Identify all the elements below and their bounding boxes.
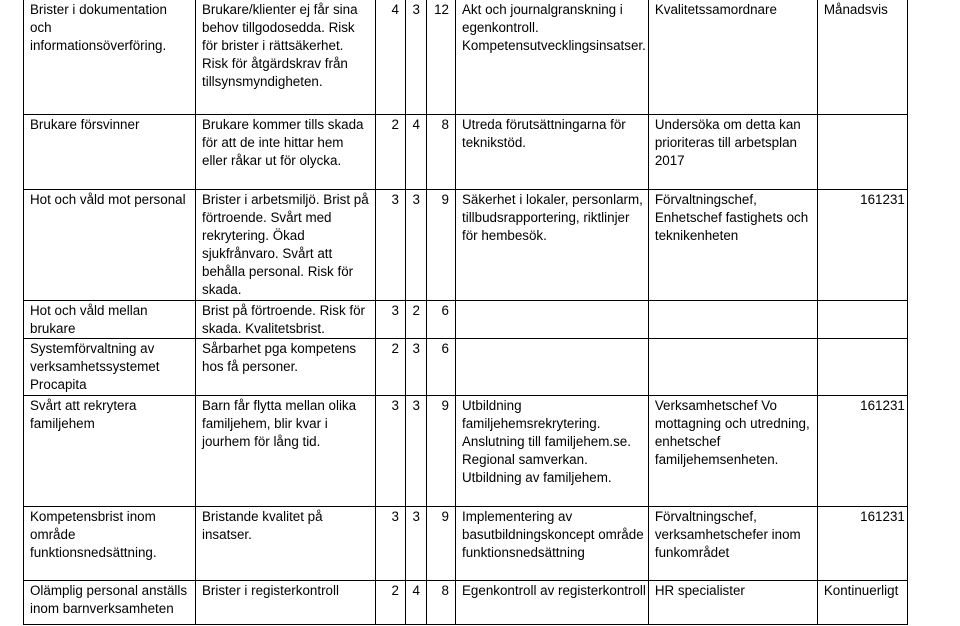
severity-cell: 3 (406, 339, 427, 396)
risk-cell: Hot och våld mellan brukare (24, 301, 196, 339)
risk-value-cell: 6 (427, 301, 456, 339)
risk-value-cell: 9 (427, 190, 456, 301)
severity-cell: 3 (406, 396, 427, 507)
probability-cell: 3 (376, 396, 406, 507)
risk-cell: Svårt att rekrytera familjehem (24, 396, 196, 507)
action-cell: Utbildning familjehemsrekrytering. Anslutning till familjehem.se. Regional samverkan. Utbildning av familjehem. (456, 396, 649, 507)
probability-cell: 4 (376, 0, 406, 115)
table-row (24, 581, 908, 625)
severity-cell: 2 (406, 301, 427, 339)
date-cell: Kontinuerligt (817, 581, 907, 625)
consequence-cell: Brukare kommer tills skada för att de inte hittar hem eller råkar ut för olycka. (196, 115, 376, 190)
date-cell: 161231 (817, 507, 907, 581)
risk-value-cell: 6 (427, 339, 456, 396)
risk-table (23, 0, 908, 625)
consequence-cell: Brukare/klienter ej får sina behov tillgodosedda. Risk för brister i rättsäkerhet. Risk för åtgärdskrav från tillsynsmyndigheten. (196, 0, 376, 115)
severity-cell: 3 (406, 190, 427, 301)
probability-cell: 2 (376, 115, 406, 190)
risk-cell: Brister i dokumentation och informationsöverföring. (24, 0, 196, 115)
risk-value-cell: 8 (427, 115, 456, 190)
probability-cell: 3 (376, 301, 406, 339)
consequence-cell: Brister i registerkontroll (196, 581, 376, 625)
probability-cell: 2 (376, 581, 406, 625)
risk-cell: Kompetensbrist inom område funktionsnedsättning. (24, 507, 196, 581)
action-cell: Egenkontroll av registerkontroll (456, 581, 649, 625)
responsible-cell (648, 339, 817, 396)
date-cell: 161231 (817, 190, 907, 301)
table-row (24, 0, 908, 115)
table-row (24, 301, 908, 339)
table-row (24, 396, 908, 507)
consequence-cell: Sårbarhet pga kompetens hos få personer. (196, 339, 376, 396)
responsible-cell (648, 301, 817, 339)
date-cell (817, 301, 907, 339)
responsible-cell: Förvaltningschef, verksamhetschefer inom funkområdet (648, 507, 817, 581)
severity-cell: 3 (406, 507, 427, 581)
probability-cell: 3 (376, 507, 406, 581)
table-row (24, 507, 908, 581)
responsible-cell: Förvaltningschef, Enhetschef fastighets och teknikenheten (648, 190, 817, 301)
action-cell (456, 339, 649, 396)
risk-cell: Systemförvaltning av verksamhetssystemet Procapita (24, 339, 196, 396)
responsible-cell: Verksamhetschef Vo mottagning och utredning, enhetschef familjehemsenheten. (648, 396, 817, 507)
risk-cell: Brukare försvinner (24, 115, 196, 190)
risk-cell: Hot och våld mot personal (24, 190, 196, 301)
table-row (24, 115, 908, 190)
probability-cell: 3 (376, 190, 406, 301)
risk-value-cell: 9 (427, 396, 456, 507)
risk-value-cell: 9 (427, 507, 456, 581)
table-row (24, 190, 908, 301)
action-cell: Implementering av basutbildningskoncept område funktionsnedsättning (456, 507, 649, 581)
action-cell: Utreda förutsättningarna för teknikstöd. (456, 115, 649, 190)
action-cell (456, 301, 649, 339)
severity-cell: 4 (406, 115, 427, 190)
consequence-cell: Bristande kvalitet på insatser. (196, 507, 376, 581)
consequence-cell: Brister i arbetsmiljö. Brist på förtroende. Svårt med rekrytering. Ökad sjukfrånvaro. Svårt att behålla personal. Risk för skada. (196, 190, 376, 301)
date-cell: 161231 (817, 396, 907, 507)
action-cell: Säkerhet i lokaler, personlarm, tillbudsrapportering, riktlinjer för hembesök. (456, 190, 649, 301)
date-cell (817, 115, 907, 190)
severity-cell: 3 (406, 0, 427, 115)
date-cell (817, 339, 907, 396)
consequence-cell: Barn får flytta mellan olika familjehem, blir kvar i jourhem för lång tid. (196, 396, 376, 507)
responsible-cell: Undersöka om detta kan prioriteras till arbetsplan 2017 (648, 115, 817, 190)
risk-value-cell: 8 (427, 581, 456, 625)
risk-value-cell: 12 (427, 0, 456, 115)
severity-cell: 4 (406, 581, 427, 625)
consequence-cell: Brist på förtroende. Risk för skada. Kvalitetsbrist. (196, 301, 376, 339)
responsible-cell: Kvalitetssamordnare (648, 0, 817, 115)
risk-cell: Olämplig personal anställs inom barnverksamheten (24, 581, 196, 625)
table-row (24, 339, 908, 396)
date-cell: Månadsvis (817, 0, 907, 115)
responsible-cell: HR specialister (648, 581, 817, 625)
action-cell: Akt och journalgranskning i egenkontroll. Kompetensutvecklingsinsatser. (456, 0, 649, 115)
probability-cell: 2 (376, 339, 406, 396)
